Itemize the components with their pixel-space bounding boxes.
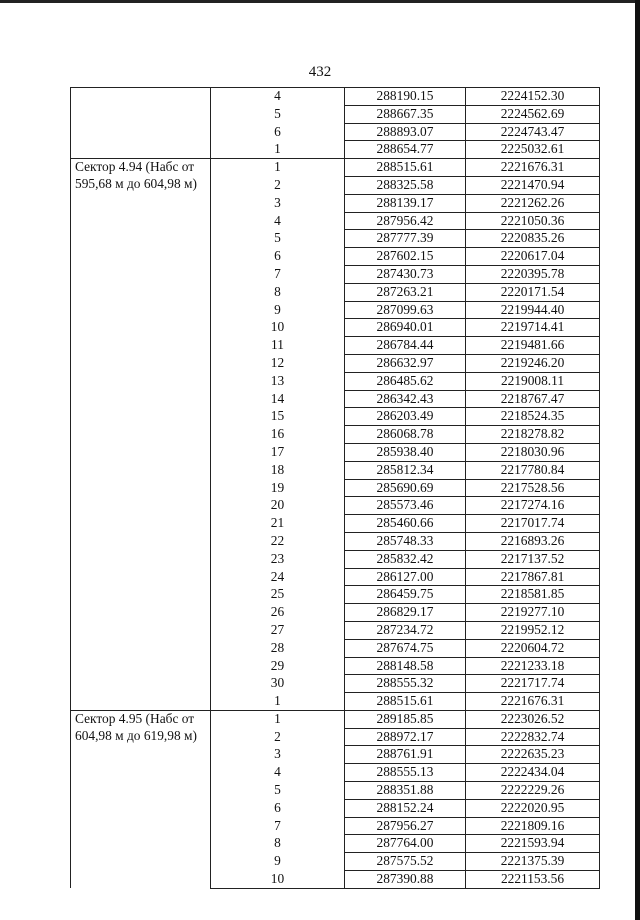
y-coordinate: 2217867.81 (466, 568, 600, 586)
point-number: 21 (211, 515, 345, 533)
y-coordinate: 2218524.35 (466, 408, 600, 426)
point-number: 11 (211, 337, 345, 355)
point-number: 4 (211, 212, 345, 230)
point-number: 1 (211, 693, 345, 711)
x-coordinate: 287674.75 (345, 639, 466, 657)
point-number: 16 (211, 426, 345, 444)
sector-label: Сектор 4.95 (Набс от 604,98 м до 619,98 м) (71, 710, 211, 888)
x-coordinate: 288325.58 (345, 176, 466, 194)
x-coordinate: 288515.61 (345, 693, 466, 711)
point-number: 7 (211, 265, 345, 283)
point-number: 4 (211, 764, 345, 782)
scan-right-edge (635, 0, 640, 920)
point-number: 6 (211, 123, 345, 141)
y-coordinate: 2221717.74 (466, 675, 600, 693)
x-coordinate: 285832.42 (345, 550, 466, 568)
y-coordinate: 2218278.82 (466, 426, 600, 444)
x-coordinate: 287602.15 (345, 248, 466, 266)
y-coordinate: 2223026.52 (466, 710, 600, 728)
x-coordinate: 288555.32 (345, 675, 466, 693)
y-coordinate: 2221593.94 (466, 835, 600, 853)
x-coordinate: 287575.52 (345, 853, 466, 871)
x-coordinate: 288515.61 (345, 159, 466, 177)
y-coordinate: 2221470.94 (466, 176, 600, 194)
y-coordinate: 2219952.12 (466, 621, 600, 639)
scan-top-edge (0, 0, 640, 3)
page-number: 432 (308, 64, 332, 80)
x-coordinate: 285938.40 (345, 443, 466, 461)
x-coordinate: 286632.97 (345, 354, 466, 372)
x-coordinate: 285573.46 (345, 497, 466, 515)
y-coordinate: 2224562.69 (466, 105, 600, 123)
point-number: 10 (211, 319, 345, 337)
x-coordinate: 287956.27 (345, 817, 466, 835)
sector-label: Сектор 4.94 (Набс от 595,68 м до 604,98 м) (71, 159, 211, 711)
y-coordinate: 2220835.26 (466, 230, 600, 248)
y-coordinate: 2218030.96 (466, 443, 600, 461)
x-coordinate: 288761.91 (345, 746, 466, 764)
y-coordinate: 2222832.74 (466, 728, 600, 746)
y-coordinate: 2221233.18 (466, 657, 600, 675)
y-coordinate: 2217137.52 (466, 550, 600, 568)
sector-label (71, 88, 211, 159)
point-number: 22 (211, 532, 345, 550)
x-coordinate: 288190.15 (345, 88, 466, 106)
y-coordinate: 2219944.40 (466, 301, 600, 319)
x-coordinate: 288152.24 (345, 799, 466, 817)
y-coordinate: 2220604.72 (466, 639, 600, 657)
y-coordinate: 2220171.54 (466, 283, 600, 301)
x-coordinate: 287956.42 (345, 212, 466, 230)
point-number: 30 (211, 675, 345, 693)
point-number: 1 (211, 710, 345, 728)
x-coordinate: 287099.63 (345, 301, 466, 319)
y-coordinate: 2217017.74 (466, 515, 600, 533)
point-number: 12 (211, 354, 345, 372)
point-number: 5 (211, 782, 345, 800)
x-coordinate: 285748.33 (345, 532, 466, 550)
coordinates-table-body (71, 88, 600, 889)
x-coordinate: 288972.17 (345, 728, 466, 746)
y-coordinate: 2220395.78 (466, 265, 600, 283)
y-coordinate: 2221153.56 (466, 871, 600, 889)
y-coordinate: 2221262.26 (466, 194, 600, 212)
x-coordinate: 285460.66 (345, 515, 466, 533)
point-number: 4 (211, 88, 345, 106)
x-coordinate: 286940.01 (345, 319, 466, 337)
table-row (71, 88, 600, 106)
point-number: 8 (211, 835, 345, 853)
y-coordinate: 2221676.31 (466, 693, 600, 711)
x-coordinate: 285812.34 (345, 461, 466, 479)
point-number: 18 (211, 461, 345, 479)
x-coordinate: 288555.13 (345, 764, 466, 782)
y-coordinate: 2224743.47 (466, 123, 600, 141)
point-number: 25 (211, 586, 345, 604)
point-number: 13 (211, 372, 345, 390)
x-coordinate: 286829.17 (345, 604, 466, 622)
y-coordinate: 2216893.26 (466, 532, 600, 550)
y-coordinate: 2221375.39 (466, 853, 600, 871)
x-coordinate: 287777.39 (345, 230, 466, 248)
point-number: 5 (211, 105, 345, 123)
x-coordinate: 287234.72 (345, 621, 466, 639)
point-number: 9 (211, 301, 345, 319)
y-coordinate: 2222229.26 (466, 782, 600, 800)
point-number: 8 (211, 283, 345, 301)
point-number: 5 (211, 230, 345, 248)
y-coordinate: 2218581.85 (466, 586, 600, 604)
point-number: 15 (211, 408, 345, 426)
x-coordinate: 286342.43 (345, 390, 466, 408)
point-number: 14 (211, 390, 345, 408)
y-coordinate: 2217274.16 (466, 497, 600, 515)
point-number: 2 (211, 728, 345, 746)
x-coordinate: 288654.77 (345, 141, 466, 159)
x-coordinate: 286485.62 (345, 372, 466, 390)
point-number: 28 (211, 639, 345, 657)
point-number: 26 (211, 604, 345, 622)
x-coordinate: 287764.00 (345, 835, 466, 853)
point-number: 24 (211, 568, 345, 586)
x-coordinate: 287390.88 (345, 871, 466, 889)
point-number: 27 (211, 621, 345, 639)
point-number: 9 (211, 853, 345, 871)
x-coordinate: 287263.21 (345, 283, 466, 301)
y-coordinate: 2225032.61 (466, 141, 600, 159)
y-coordinate: 2222434.04 (466, 764, 600, 782)
y-coordinate: 2222020.95 (466, 799, 600, 817)
x-coordinate: 288667.35 (345, 105, 466, 123)
y-coordinate: 2219246.20 (466, 354, 600, 372)
point-number: 23 (211, 550, 345, 568)
y-coordinate: 2221809.16 (466, 817, 600, 835)
point-number: 1 (211, 159, 345, 177)
point-number: 17 (211, 443, 345, 461)
table-row (71, 159, 600, 177)
y-coordinate: 2219481.66 (466, 337, 600, 355)
table-row (71, 710, 600, 728)
y-coordinate: 2217528.56 (466, 479, 600, 497)
point-number: 19 (211, 479, 345, 497)
point-number: 6 (211, 799, 345, 817)
x-coordinate: 286784.44 (345, 337, 466, 355)
x-coordinate: 286127.00 (345, 568, 466, 586)
y-coordinate: 2219714.41 (466, 319, 600, 337)
x-coordinate: 288893.07 (345, 123, 466, 141)
y-coordinate: 2219008.11 (466, 372, 600, 390)
coordinates-table (70, 87, 600, 889)
point-number: 6 (211, 248, 345, 266)
x-coordinate: 286459.75 (345, 586, 466, 604)
y-coordinate: 2219277.10 (466, 604, 600, 622)
point-number: 3 (211, 746, 345, 764)
x-coordinate: 288139.17 (345, 194, 466, 212)
x-coordinate: 288148.58 (345, 657, 466, 675)
point-number: 20 (211, 497, 345, 515)
point-number: 29 (211, 657, 345, 675)
x-coordinate: 286203.49 (345, 408, 466, 426)
y-coordinate: 2217780.84 (466, 461, 600, 479)
point-number: 7 (211, 817, 345, 835)
y-coordinate: 2224152.30 (466, 88, 600, 106)
y-coordinate: 2222635.23 (466, 746, 600, 764)
x-coordinate: 286068.78 (345, 426, 466, 444)
x-coordinate: 289185.85 (345, 710, 466, 728)
x-coordinate: 285690.69 (345, 479, 466, 497)
y-coordinate: 2220617.04 (466, 248, 600, 266)
x-coordinate: 288351.88 (345, 782, 466, 800)
y-coordinate: 2221676.31 (466, 159, 600, 177)
y-coordinate: 2218767.47 (466, 390, 600, 408)
point-number: 2 (211, 176, 345, 194)
point-number: 3 (211, 194, 345, 212)
point-number: 1 (211, 141, 345, 159)
y-coordinate: 2221050.36 (466, 212, 600, 230)
x-coordinate: 287430.73 (345, 265, 466, 283)
point-number: 10 (211, 871, 345, 889)
